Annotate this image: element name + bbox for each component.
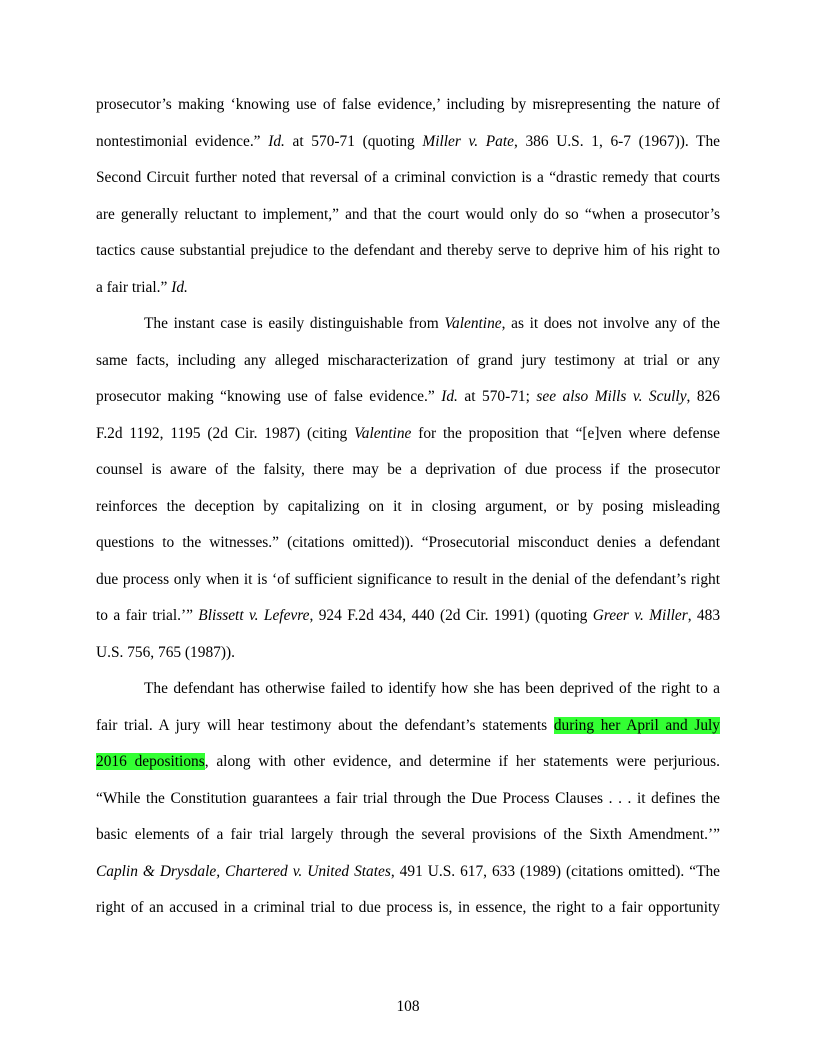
text-segment: to a fair trial.’” bbox=[96, 607, 199, 624]
text-line bbox=[96, 570, 720, 590]
italic-citation: Blissett v. Lefevre bbox=[198, 607, 310, 624]
text-line bbox=[96, 606, 720, 626]
page-number: 108 bbox=[396, 998, 420, 1015]
highlighted-text: 2016 depositions bbox=[96, 753, 205, 770]
text-segment: prosecutor making “knowing use of false evidence.” bbox=[96, 388, 442, 405]
text-line bbox=[96, 168, 720, 188]
text-segment: , 491 U.S. 617, 633 (1989) (citations omitted). “The bbox=[390, 862, 720, 880]
text-segment: nontestimonial evidence.” bbox=[96, 132, 269, 150]
italic-citation: Valentine bbox=[354, 424, 412, 442]
text-line bbox=[96, 424, 720, 444]
italic-citation: see also Mills v. Scully bbox=[536, 388, 687, 405]
text-segment: The instant case is easily distinguishable from bbox=[144, 315, 445, 332]
text-line bbox=[96, 643, 720, 663]
text-segment: are generally reluctant to implement,” and that the court would only do so “when a prosecutor’s bbox=[96, 205, 720, 223]
text-line bbox=[96, 716, 720, 736]
text-line bbox=[96, 351, 720, 371]
text-line bbox=[96, 825, 720, 845]
text-segment: at 570-71; bbox=[457, 388, 537, 405]
text-line bbox=[96, 789, 720, 809]
text-segment: reinforces the deception by capitalizing on it in closing argument, or by posing misleading bbox=[96, 497, 720, 515]
text-segment: , 826 bbox=[686, 388, 720, 405]
italic-citation: Valentine bbox=[444, 315, 502, 332]
text-line bbox=[96, 241, 720, 261]
text-segment: F.2d 1192, 1195 (2d Cir. 1987) (citing bbox=[96, 424, 355, 442]
text-segment: same facts, including any alleged mischaracterization of grand jury testimony at trial or any bbox=[96, 351, 720, 369]
text-line bbox=[96, 132, 720, 152]
text-line bbox=[96, 387, 720, 407]
text-segment: for the proposition that “[e]ven where defense bbox=[411, 424, 721, 442]
text-segment: questions to the witnesses.” (citations omitted)). “Prosecutorial misconduct denies a defendant bbox=[96, 534, 720, 551]
text-line bbox=[96, 533, 720, 553]
italic-citation: Greer v. Miller bbox=[592, 607, 688, 624]
text-segment: prosecutor’s making ‘knowing use of false evidence,’ including by misrepresenting the nature of bbox=[96, 96, 720, 113]
text-line bbox=[96, 460, 720, 480]
text-line bbox=[96, 862, 720, 882]
text-segment: due process only when it is ‘of sufficient significance to result in the denial of the defendant’s right bbox=[96, 570, 720, 588]
text-segment: U.S. 756, 765 (1987)). bbox=[96, 643, 235, 661]
text-segment: , as it does not involve any of the bbox=[501, 315, 720, 332]
text-segment: basic elements of a fair trial largely through the several provisions of the Sixth Amendment.’” bbox=[96, 826, 720, 843]
text-line bbox=[96, 497, 720, 517]
italic-citation: Id. bbox=[268, 132, 285, 150]
italic-citation: Id. bbox=[441, 388, 458, 405]
text-segment: counsel is aware of the falsity, there may be a deprivation of due process if the prosecutor bbox=[96, 461, 720, 478]
text-segment: , 386 U.S. 1, 6-7 (1967)). The bbox=[513, 132, 720, 150]
text-line bbox=[144, 679, 720, 699]
text-line bbox=[96, 205, 720, 225]
text-segment: a fair trial.” bbox=[96, 278, 172, 296]
text-line bbox=[96, 898, 720, 918]
text-segment: fair trial. A jury will hear testimony about the defendant’s statements bbox=[96, 716, 554, 734]
highlighted-text: during her April and July bbox=[553, 716, 720, 734]
italic-citation: Miller v. Pate bbox=[422, 132, 514, 150]
text-segment: The defendant has otherwise failed to identify how she has been deprived of the right to a bbox=[144, 680, 720, 697]
italic-citation: Caplin & Drysdale, Chartered v. United States bbox=[96, 862, 391, 880]
text-line bbox=[144, 314, 720, 334]
text-segment: “While the Constitution guarantees a fair trial through the Due Process Clauses . . . it defines the bbox=[96, 789, 720, 807]
text-line bbox=[96, 752, 720, 772]
text-segment: , 924 F.2d 434, 440 (2d Cir. 1991) (quoting bbox=[309, 607, 593, 624]
text-line bbox=[96, 95, 720, 115]
text-segment: at 570-71 (quoting bbox=[284, 132, 423, 150]
text-segment: right of an accused in a criminal trial to due process is, in essence, the right to a fair opportunity bbox=[96, 899, 720, 916]
text-segment: , 483 bbox=[687, 607, 721, 624]
text-segment: , along with other evidence, and determine if her statements were perjurious. bbox=[204, 753, 720, 770]
text-segment: tactics cause substantial prejudice to the defendant and thereby serve to deprive him of his right to bbox=[96, 242, 720, 259]
text-segment: Second Circuit further noted that reversal of a criminal conviction is a “drastic remedy that courts bbox=[96, 169, 720, 186]
italic-citation: Id. bbox=[171, 278, 188, 296]
text-line bbox=[96, 278, 720, 298]
